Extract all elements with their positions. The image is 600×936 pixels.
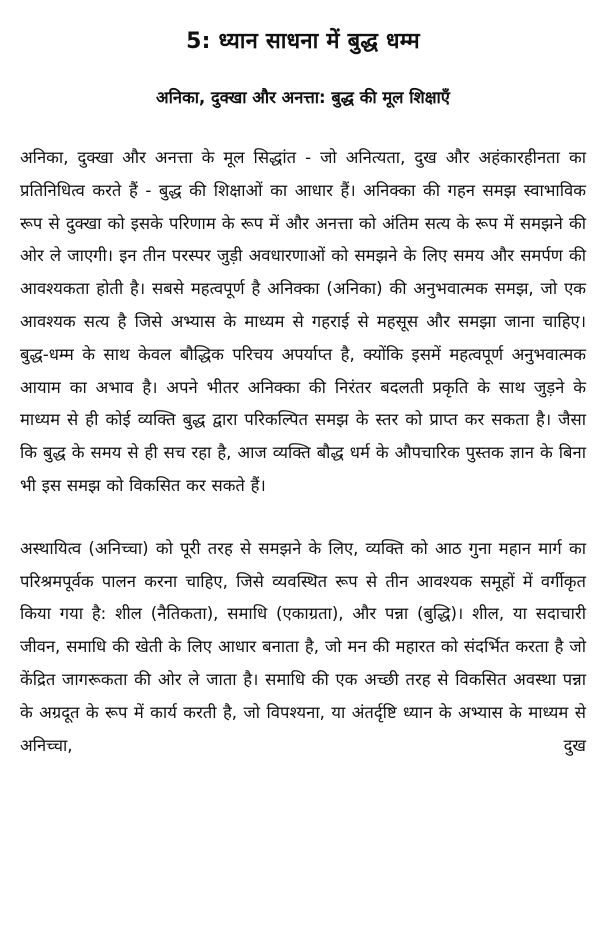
- body-paragraph: अस्थायित्व (अनिच्चा) को पूरी तरह से समझने के लिए, व्यक्ति को आठ गुना महान मार्ग का परिश्रमपूर्वक पालन करना चाहिए, जिसे व्यवस्थित रूप से तीन आवश्यक समूहों में वर्गीकृत किया गया है: शील (नैतिकता), समाधि (एकाग्रता), और पन्ना (बुद्धि)। शील, या सदाचारी जीवन, समाधि की खेती के लिए आधार बनाता है, जो मन की महारत को संदर्भित करता है जो केंद्रित जागरूकता की ओर ले जाता है। समाधि की एक अच्छी तरह से विकसित अवस्था पन्ना के अग्रदूत के रूप में कार्य करती है, जो विपश्यना, या अंतर्दृष्टि ध्यान के अभ्यास के माध्यम से अनिच्चा, दुख: [20, 538, 586, 755]
- chapter-title: 5: ध्यान साधना में बुद्ध धम्म: [186, 29, 420, 54]
- section-title: अनिका, दुक्खा और अनत्ता: बुद्ध की मूल शिक्षाएँ: [156, 88, 450, 107]
- body-paragraph: अनिका, दुक्खा और अनत्ता के मूल सिद्धांत - जो अनित्यता, दुख और अहंकारहीनता का प्रतिनिधित्व करते हैं - बुद्ध की शिक्षाओं का आधार हैं। अनिक्का की गहन समझ स्वाभाविक रूप से दुक्खा को इसके परिणाम के रूप में और अनत्ता को अंतिम सत्य के रूप में समझने की ओर ले जाएगी। इन तीन परस्पर जुड़ी अवधारणाओं को समझने के लिए समय और समर्पण की आवश्यकता होती है। सबसे महत्वपूर्ण है अनिक्का (अनिका) की अनुभवात्मक समझ, जो एक आवश्यक सत्य है जिसे अभ्यास के माध्यम से गहराई से महसूस और समझा जाना चाहिए। बुद्ध-धम्म के साथ केवल बौद्धिक परिचय अपर्याप्त है, क्योंकि इसमें महत्वपूर्ण अनुभवात्मक आयाम का अभाव है। अपने भीतर अनिक्का की निरंतर बदलती प्रकृति के साथ जुड़ने के माध्यम से ही कोई व्यक्ति बुद्ध द्वारा परिकल्पित समझ के स्तर को प्राप्त कर सकता है। जैसा कि बुद्ध के समय से ही सच रहा है, आज व्यक्ति बौद्ध धर्म के औपचारिक पुस्तक ज्ञान के बिना भी इस समझ को विकसित कर सकते हैं।: [20, 148, 586, 495]
